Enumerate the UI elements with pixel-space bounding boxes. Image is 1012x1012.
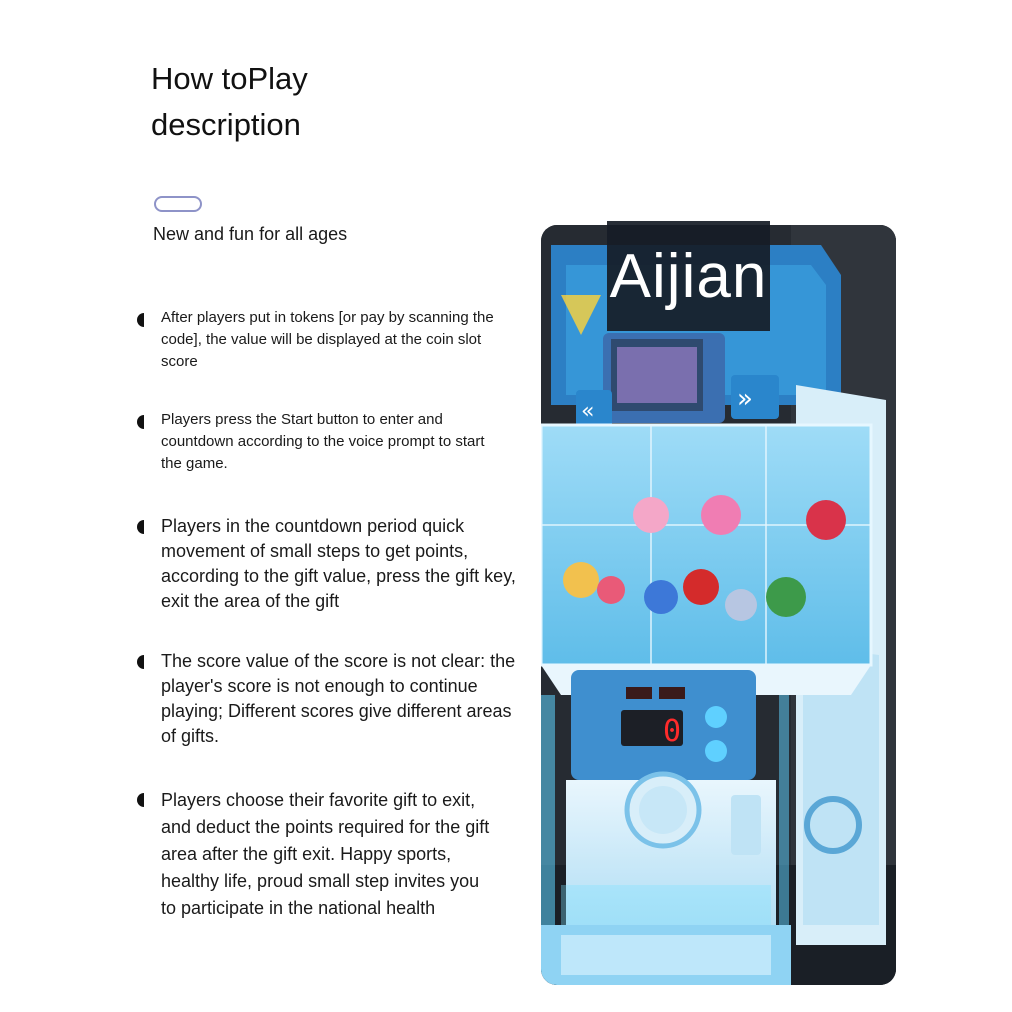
bullet-icon	[137, 520, 151, 534]
bullet-icon	[137, 793, 151, 807]
step-text: After players put in tokens [or pay by scanning the code], the value will be displayed at the coin slot score	[161, 309, 494, 370]
svg-text:»: »	[737, 384, 753, 414]
step-text: Players choose their favorite gift to exit, and deduct the points required for the gift area after the gift exit. Happy sports, healthy life, proud small step invites you to participate in the national health	[161, 790, 490, 918]
step-text: The score value of the score is not clear: the player's score is not enough to continue playing; Different scores give different areas of gifts.	[161, 651, 516, 746]
step-text: Players press the Start button to enter and countdown according to the voice prompt to start the game.	[161, 411, 485, 472]
step-text: Players in the countdown period quick movement of small steps to get points, according to the gift value, press the gift key, exit the area of the gift	[161, 516, 516, 611]
claw-machine-illustration	[541, 225, 896, 985]
step-4	[161, 649, 521, 749]
svg-text:«: «	[581, 399, 595, 424]
bullet-icon	[137, 415, 151, 429]
page-title	[151, 56, 308, 148]
page-subtitle: New and fun for all ages	[153, 224, 348, 244]
step-2	[161, 409, 521, 475]
step-5	[161, 787, 521, 922]
step-3	[161, 514, 521, 614]
decorative-pill	[154, 196, 202, 212]
page-title-line-2: description	[151, 107, 301, 142]
brand-label: Aijian	[607, 221, 770, 331]
score-digit: 0	[663, 714, 682, 749]
step-1	[161, 307, 521, 373]
page-title-line-1: How toPlay	[151, 61, 308, 96]
machine-photo	[541, 225, 896, 985]
bullet-icon	[137, 313, 151, 327]
bullet-icon	[137, 655, 151, 669]
